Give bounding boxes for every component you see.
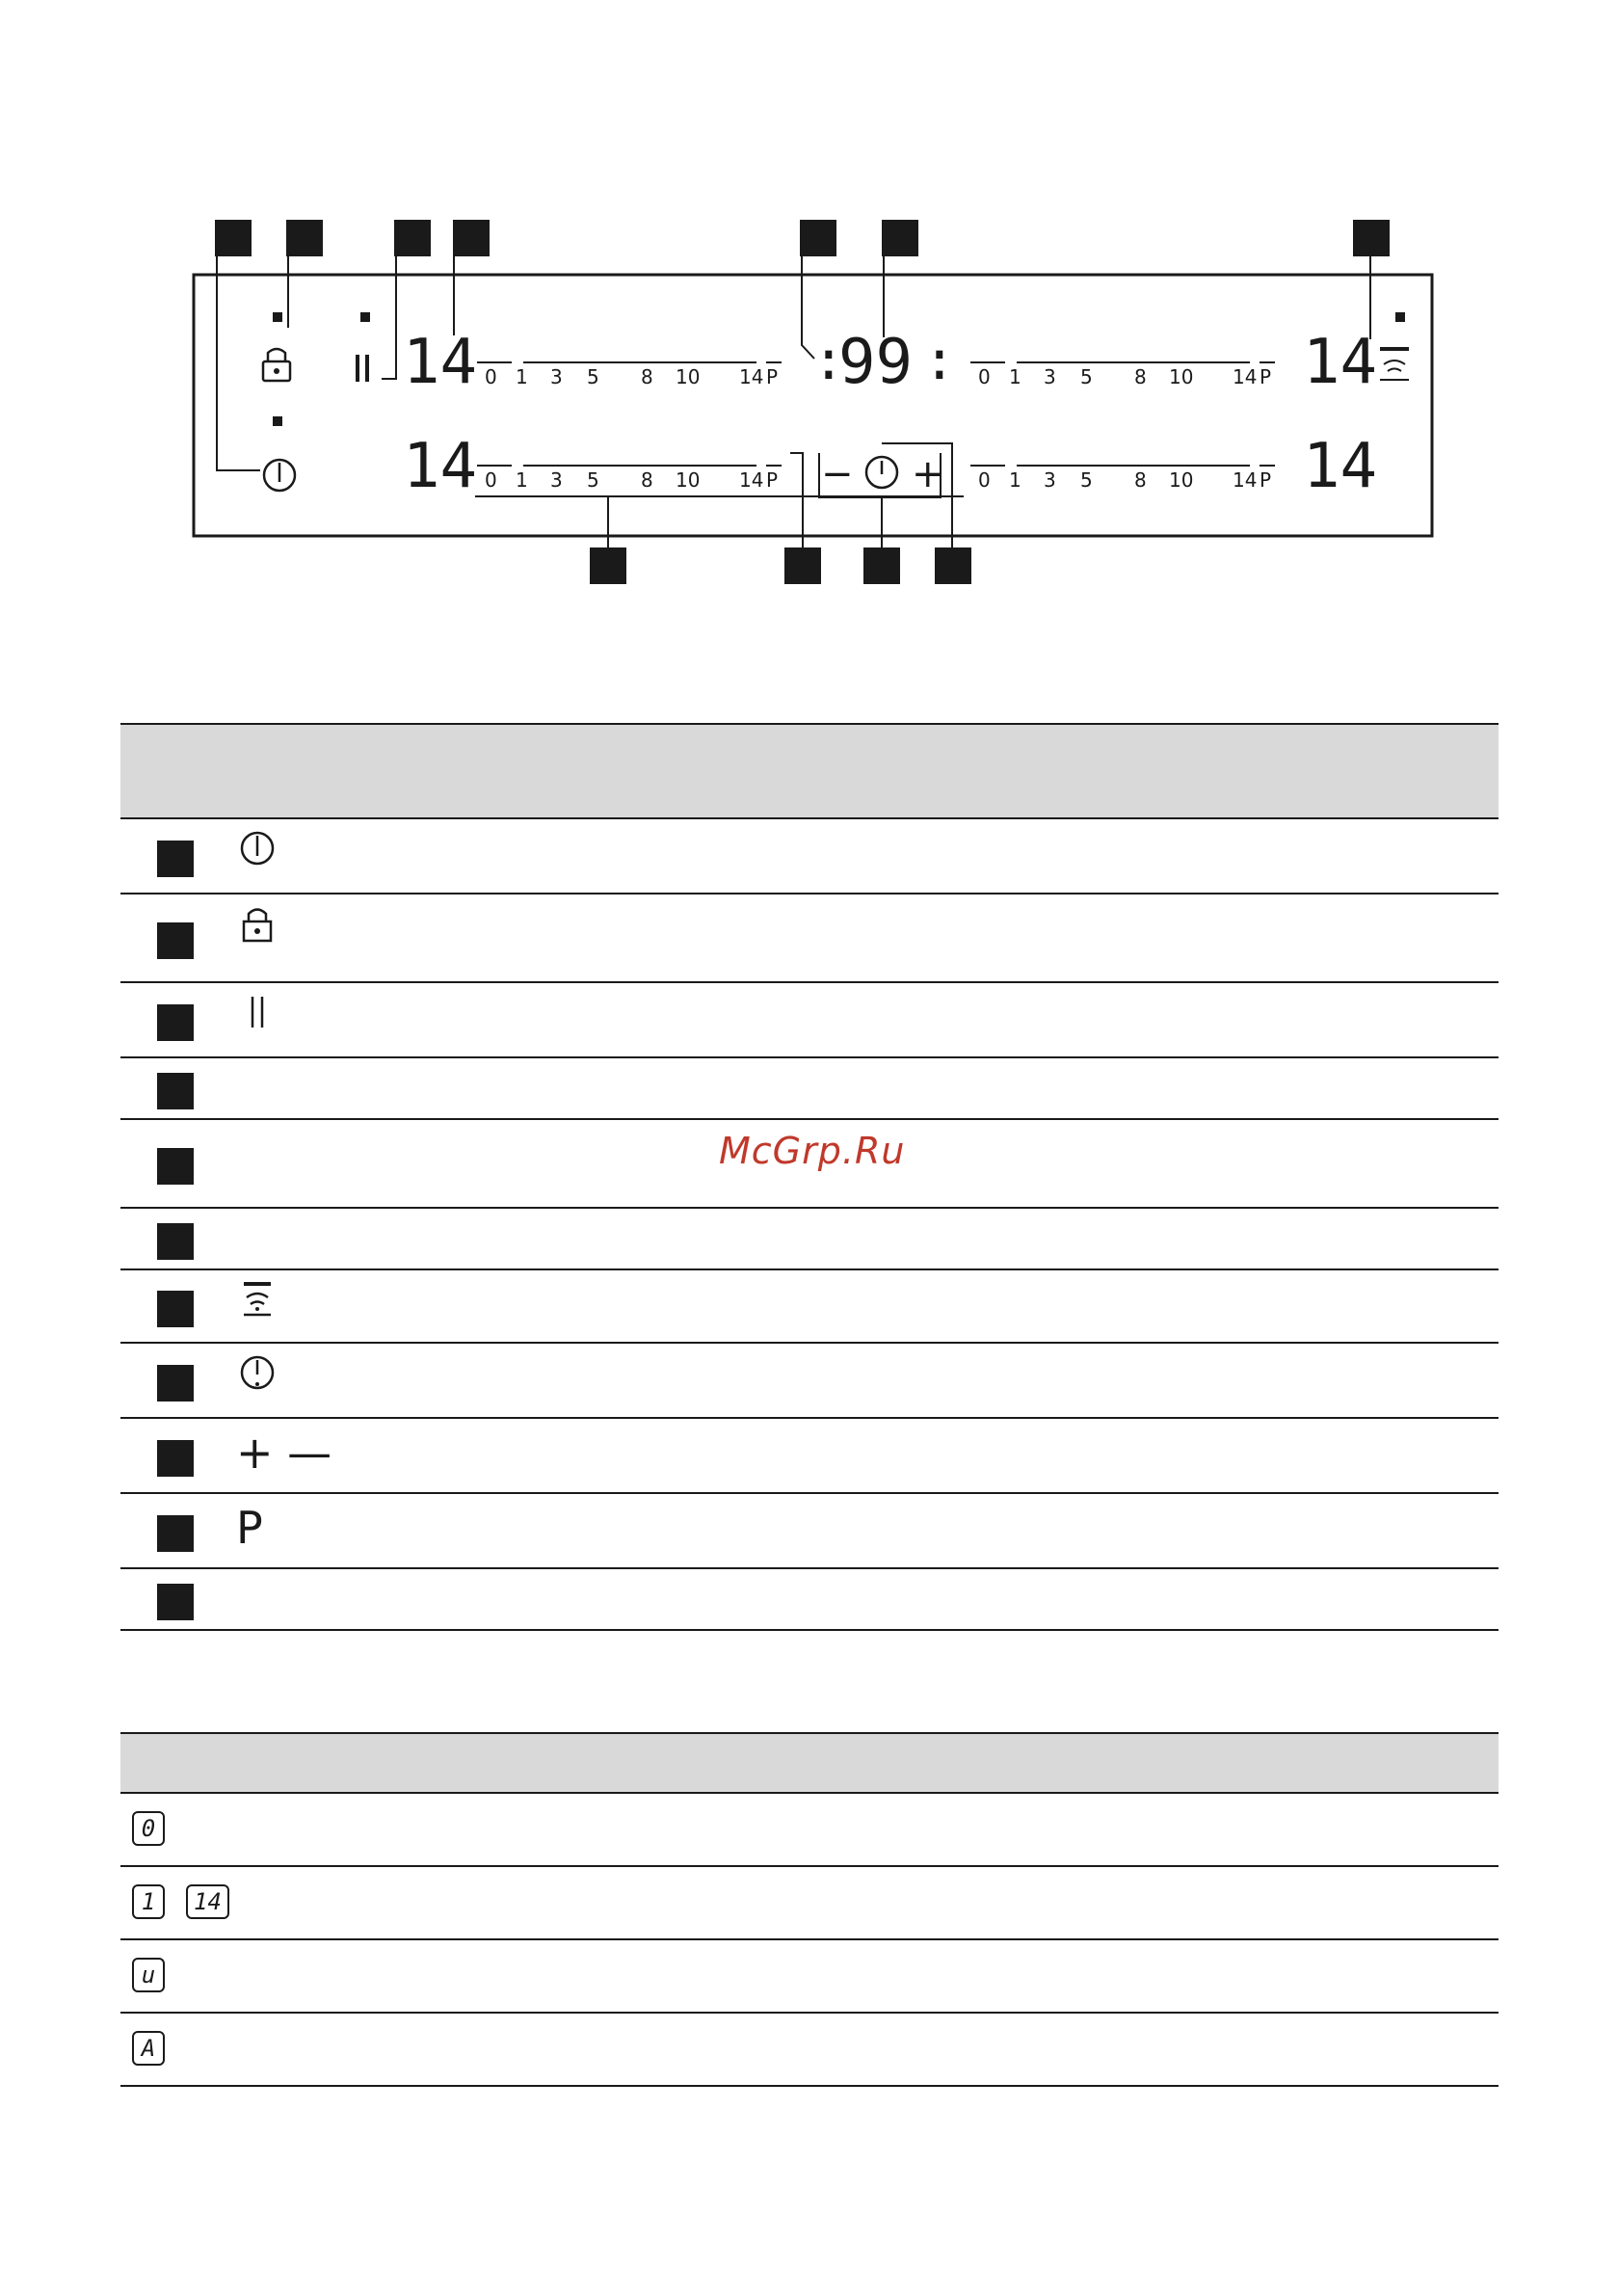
table-row (120, 894, 1499, 983)
scale-left-bottom-tick-10: 10 (676, 468, 701, 492)
lock-icon-part (249, 910, 266, 922)
callout-square-top-2 (286, 220, 323, 256)
hob-hood-icon-part (247, 1294, 268, 1304)
scale-right-bottom-tick-8: 8 (1134, 468, 1147, 492)
zone-level-display-right-top: 14 (1303, 327, 1378, 398)
plus-symbol: + (912, 452, 944, 496)
minus-symbol: − (821, 452, 854, 496)
table-row (120, 1419, 1499, 1494)
callout-square (157, 1440, 194, 1477)
scale-right-top-tick-5: 5 (1080, 365, 1093, 388)
scale-left-top-tick-8: 8 (641, 365, 653, 388)
table-row (120, 1867, 1499, 1940)
scale-left-bottom-tick-8: 8 (641, 468, 653, 492)
display-symbols (132, 1884, 229, 1919)
scale-left-top-tick-0: 0 (485, 365, 497, 388)
scale-left-bottom-tick-0: 0 (485, 468, 497, 492)
scale-right-bottom-tick-1: 1 (1009, 468, 1021, 492)
scale-right-bottom-tick-5: 5 (1080, 468, 1093, 492)
lock-shackle (268, 349, 285, 361)
digit-display: 0 (132, 1811, 165, 1846)
scale-left-bottom-tick-1: 1 (516, 468, 528, 492)
table-row (120, 1794, 1499, 1867)
callout-square-top-3 (394, 220, 431, 256)
callout-square-top-1 (215, 220, 252, 256)
scale-right-bottom-tick-P: P (1260, 468, 1272, 492)
scale-right-top-tick-3: 3 (1044, 365, 1056, 388)
callout-square-bottom-4 (935, 547, 971, 584)
row-symbol (236, 1427, 332, 1479)
pause-icon (236, 991, 279, 1033)
table-row (120, 1120, 1499, 1209)
pause-icon-part (252, 997, 262, 1028)
status-dot-3 (273, 416, 282, 426)
callout-square-top-4 (453, 220, 490, 256)
panel-content (263, 312, 1409, 502)
scale-left-top-tick-10: 10 (676, 365, 701, 388)
row-symbol (236, 1502, 263, 1554)
table-row (120, 1344, 1499, 1419)
power-icon (236, 827, 279, 869)
scale-right-bottom-tick-10: 10 (1169, 468, 1194, 492)
lock-icon-part (254, 928, 260, 934)
row-symbol (236, 1278, 279, 1321)
table-row (120, 1940, 1499, 2014)
timer-icon (236, 1351, 279, 1394)
scale-right-top-tick-0: 0 (978, 365, 991, 388)
scale-left-bottom-tick-14: 14 (739, 468, 764, 492)
timer-colon-left: : (812, 330, 845, 392)
zone-level-display-right-bottom: 14 (1303, 431, 1378, 502)
table-row (120, 983, 1499, 1058)
scale-left-top-tick-14: 14 (739, 365, 764, 388)
plus-minus-icon: + — (236, 1427, 332, 1479)
scale-left-top-tick-5: 5 (587, 365, 599, 388)
callout-square (157, 1291, 194, 1327)
zone-level-display-left-bottom: 14 (403, 431, 478, 502)
table-header (120, 1732, 1499, 1794)
callout-square (157, 1584, 194, 1620)
callout-square (157, 1148, 194, 1185)
timer-colon-right: : (923, 330, 956, 392)
table-row (120, 1270, 1499, 1344)
timer-display: 99 (838, 327, 914, 398)
callout-square-bottom-2 (784, 547, 821, 584)
callout-square-bottom-1 (590, 547, 626, 584)
table-header (120, 723, 1499, 819)
row-symbol (236, 827, 279, 869)
table-row (120, 819, 1499, 894)
control-panel-diagram (0, 0, 1618, 598)
zone-level-display-left-top: 14 (403, 327, 478, 398)
callout-square-top-5 (800, 220, 836, 256)
callout-square (157, 1073, 194, 1109)
scale-left-bottom-tick-P: P (766, 468, 779, 492)
digit-display: 14 (186, 1884, 229, 1919)
table-displays (120, 1732, 1499, 2087)
leader-line-bottom-2 (790, 453, 803, 547)
lock-icon (236, 902, 279, 945)
callout-square (157, 1223, 194, 1260)
scale-left-top-tick-3: 3 (550, 365, 563, 388)
scale-left-bottom-tick-5: 5 (587, 468, 599, 492)
display-symbols (132, 2031, 165, 2066)
scale-right-bottom-tick-3: 3 (1044, 468, 1056, 492)
scale-right-top-tick-14: 14 (1233, 365, 1258, 388)
callout-square (157, 1365, 194, 1402)
callout-square (157, 1515, 194, 1552)
callout-square (157, 922, 194, 959)
row-symbol (236, 902, 279, 945)
scale-right-top-tick-8: 8 (1134, 365, 1147, 388)
table-row (120, 2014, 1499, 2087)
table-row (120, 1209, 1499, 1270)
callout-square-bottom-3 (863, 547, 900, 584)
display-symbols (132, 1811, 165, 1846)
pause-icon (358, 355, 367, 382)
hob-hood-icon-part (255, 1307, 259, 1311)
power-boost-icon: P (236, 1502, 263, 1554)
hob-hood-icon (236, 1278, 279, 1321)
table-row (120, 1058, 1499, 1120)
display-symbols (132, 1958, 165, 1992)
status-dot-1 (273, 312, 282, 322)
scale-left-bottom-tick-3: 3 (550, 468, 563, 492)
scale-right-top-tick-P: P (1260, 365, 1272, 388)
status-dot-4 (1395, 312, 1405, 322)
timer-icon-part (255, 1382, 259, 1386)
status-dot-2 (360, 312, 370, 322)
leader-line-top-3 (382, 239, 396, 379)
watermark: McGrp.Ru (719, 1130, 906, 1172)
row-symbol (236, 991, 279, 1033)
scale-left-top-tick-1: 1 (516, 365, 528, 388)
scale-right-bottom-tick-0: 0 (978, 468, 991, 492)
table-row (120, 1494, 1499, 1569)
leader-line-bottom-1 (475, 496, 964, 547)
table-symbols (120, 723, 1499, 1631)
scale-right-top-tick-10: 10 (1169, 365, 1194, 388)
callout-square-top-6 (882, 220, 918, 256)
digit-display: A (132, 2031, 165, 2066)
table-row (120, 1569, 1499, 1631)
callout-square (157, 1004, 194, 1041)
row-symbol (236, 1351, 279, 1394)
scale-right-top-tick-1: 1 (1009, 365, 1021, 388)
callout-square (157, 841, 194, 877)
hob-hood-waves (1384, 360, 1405, 371)
scale-left-top-tick-P: P (766, 365, 779, 388)
digit-display: 1 (132, 1884, 165, 1919)
digit-display: u (132, 1958, 165, 1992)
scale-right-bottom-tick-14: 14 (1233, 468, 1258, 492)
lock-keyhole (274, 368, 279, 374)
